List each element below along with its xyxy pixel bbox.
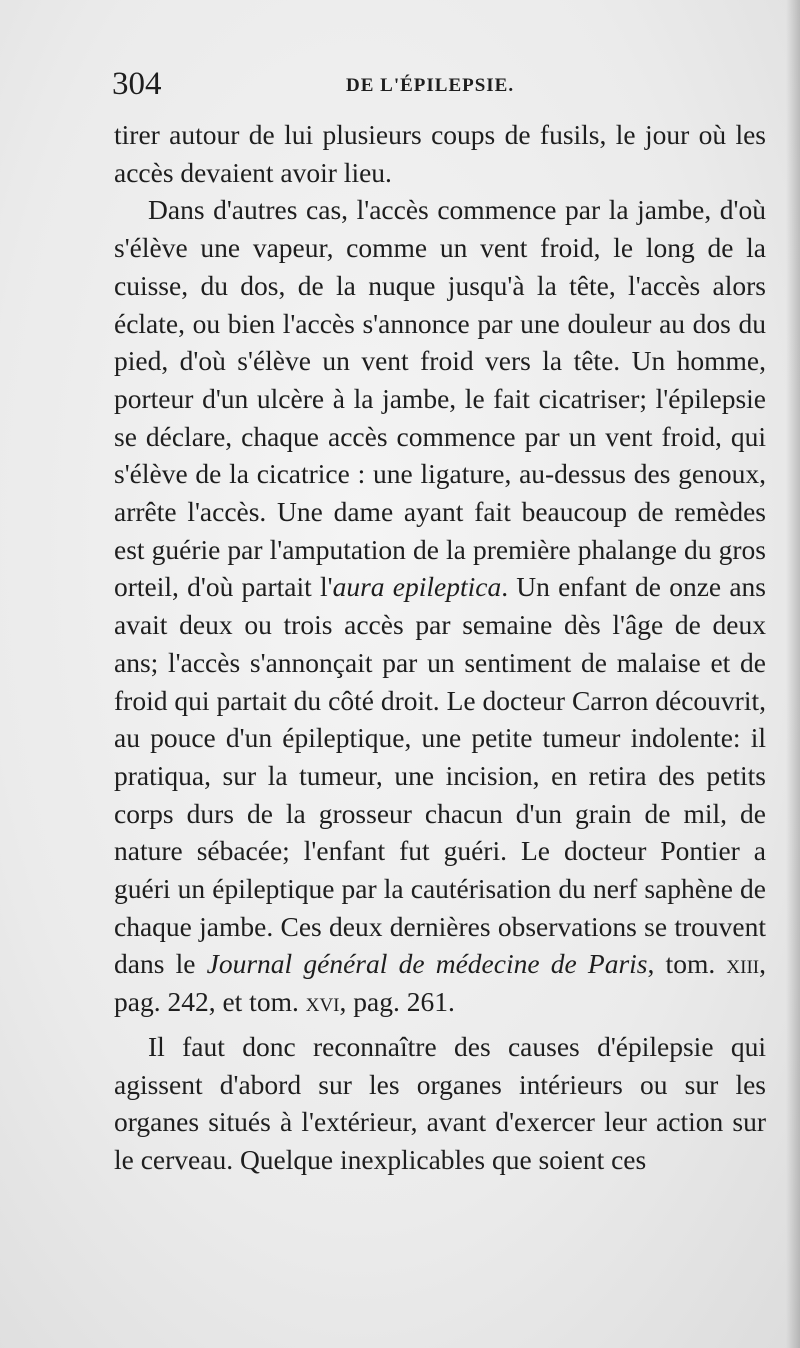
text-run: , pag. 261. <box>339 986 455 1018</box>
text-run: , tom. <box>647 948 727 980</box>
volume-number: xvi <box>305 986 340 1018</box>
body-text <box>114 116 766 1179</box>
paragraph-continuation: tirer autour de lui plusieurs coups de fusils, le jour où les accès devaient avoir lieu. <box>114 119 766 188</box>
text-run: , pag. 242, et tom. <box>114 948 766 1018</box>
volume-number: xiii <box>726 948 760 980</box>
text-run: Dans d'autres cas, l'accès commence par la jambe, d'où s'élève une vapeur, comme un vent froid, le long de la cuisse, du dos, de la nuque jusqu'à la tête, l'accès alors éclate, ou bien l'accès s'annonce par une douleur au dos du pied, d'où s'élève un vent froid vers la tête. Un homme, porteur d'un ulcère à la jambe, le fait cicatriser; l'épilepsie se déclare, chaque accès commence par un vent froid, qui s'élève de la cicatrice : une ligature, au-dessus des genoux, arrête l'accès. Une dame ayant fait beaucoup de remèdes est guérie par l'amputation de la première phalange du gros orteil, d'où partait l' <box>114 194 766 603</box>
page-header <box>112 62 772 106</box>
italic-journal-title: Journal général de médecine de Paris <box>206 948 648 980</box>
text-run: . Un enfant de onze ans avait deux ou trois accès par semaine dès l'âge de deux ans; l'accès s'annonçait par un sentiment de malaise et de froid qui partait du côté droit. Le docteur Carron découvrit, au pouce d'un épileptique, une petite tumeur indolente: il pratiqua, sur la tumeur, une incision, en retira des petits corps durs de la grosseur chacun d'un grain de mil, de nature sébacée; l'enfant fut guéri. Le docteur Pontier a guéri un épileptique par la cautérisation du nerf saphène de chaque jambe. Ces deux dernières observations se trouvent dans le <box>114 571 766 980</box>
paragraph-case-reports <box>114 191 766 1020</box>
page-number: 304 <box>112 66 162 102</box>
running-head: DE L'ÉPILEPSIE. <box>346 75 515 96</box>
italic-term-aura-epileptica: aura epileptica <box>332 571 502 603</box>
paragraph-causes: Il faut donc reconnaître des causes d'épilepsie qui agissent d'abord sur les organes intérieurs ou sur les organes situés à l'extérieur, avant d'exercer leur action sur le cerveau. Quelque inexplicables que soient ces <box>114 1030 766 1175</box>
